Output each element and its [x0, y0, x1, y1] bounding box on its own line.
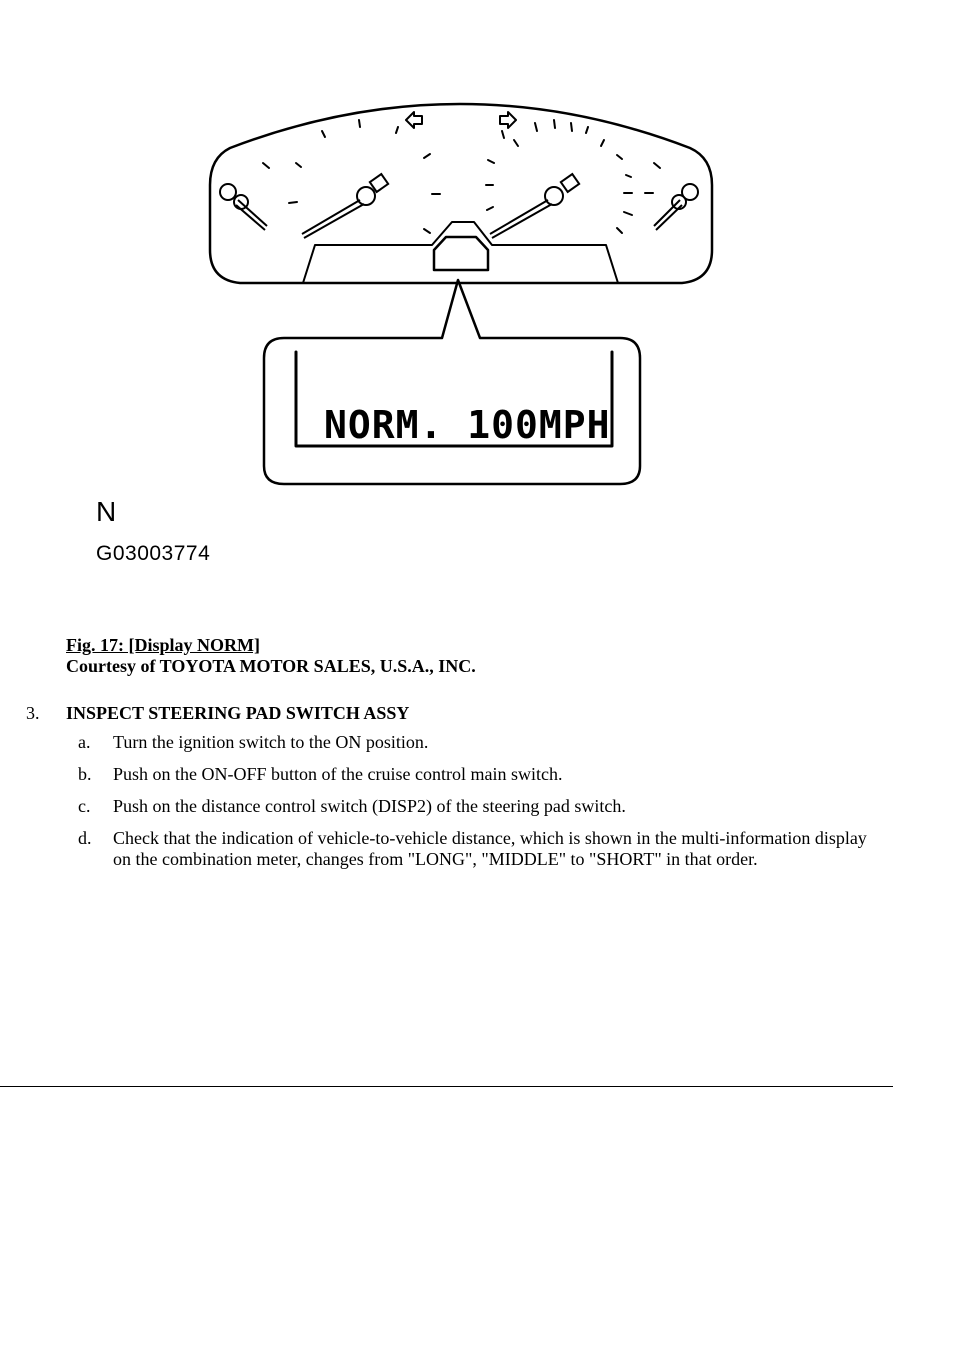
list-item — [0, 764, 960, 785]
figure-caption — [66, 635, 476, 677]
substep-text: Push on the distance control switch (DISP2) of the steering pad switch. — [113, 796, 626, 816]
substep-marker: d. — [78, 828, 92, 848]
substep-marker: a. — [78, 732, 91, 752]
left-turn-arrow-icon — [406, 112, 422, 128]
substep-text: Check that the indication of vehicle-to-vehicle distance, which is shown in the multi-information display on the combination meter, changes from "LONG", "MIDDLE" to "SHORT" in that order. — [113, 828, 867, 869]
step-number: 3. — [26, 703, 40, 723]
figure-code: G03003774 — [96, 542, 211, 565]
list-item — [0, 796, 960, 817]
caption-title: Fig. 17: [Display NORM] — [66, 635, 260, 655]
footer-divider — [0, 1086, 893, 1087]
substep-text: Turn the ignition switch to the ON position. — [113, 732, 429, 752]
figure-letter: N — [96, 496, 117, 527]
caption-credit: Courtesy of TOYOTA MOTOR SALES, U.S.A., INC. — [66, 656, 476, 676]
list-item — [0, 732, 960, 753]
right-turn-arrow-icon — [500, 112, 516, 128]
step-heading — [26, 703, 409, 724]
substep-text: Push on the ON-OFF button of the cruise control main switch. — [113, 764, 563, 784]
substep-list — [0, 732, 960, 881]
substep-marker: c. — [78, 796, 91, 816]
step-title: INSPECT STEERING PAD SWITCH ASSY — [66, 703, 410, 723]
substep-marker: b. — [78, 764, 92, 784]
display-readout: NORM. 100MPH — [324, 403, 611, 447]
instrument-cluster-illustration — [0, 0, 960, 600]
list-item — [0, 828, 960, 870]
figure — [0, 0, 960, 600]
